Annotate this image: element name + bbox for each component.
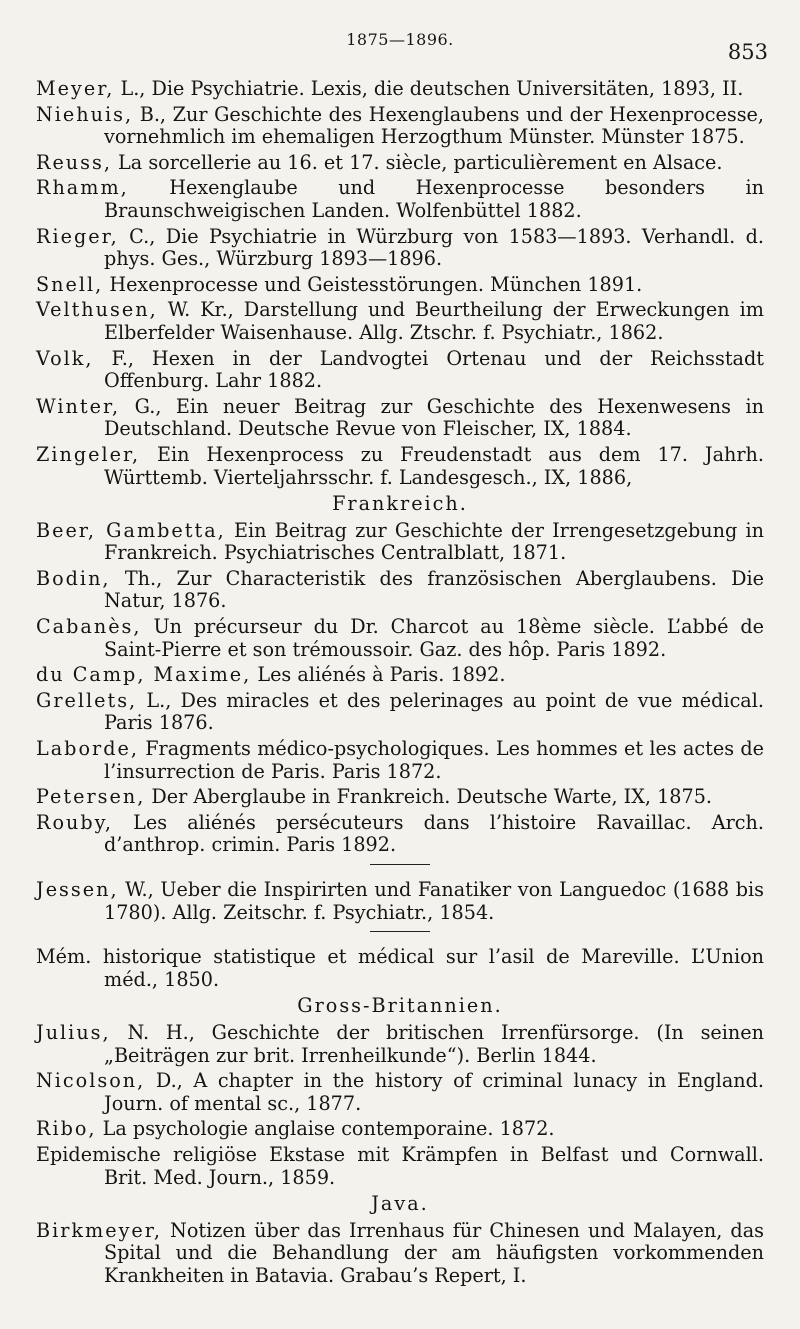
entry-text: Un précurseur du Dr. Charcot au 18ème siècle. L’abbé de Saint-Pierre et son trémoussoir. Gaz. des hôp. Paris 1892.: [104, 615, 764, 661]
section-heading-frankreich: Frankreich.: [332, 492, 468, 516]
bibliography-entry: [36, 812, 764, 857]
bibliography-entry: [36, 1070, 764, 1115]
entry-author: Birkmeyer,: [36, 1218, 162, 1242]
entry-text: Notizen über das Irrenhaus für Chinesen und Malayen, das Spital und die Behandlung der am häufigsten vorkommenden Krankheiten in Batavia. Grabau’s Repert, I.: [104, 1218, 764, 1287]
entry-text: Ein Beitrag zur Geschichte der Irrengesetzgebung in Frankreich. Psychiatrisches Centralblatt, 1871.: [104, 518, 764, 565]
entry-author: Rouby,: [36, 810, 114, 834]
entry-text: W., Ueber die Inspirirten und Fanatiker von Languedoc (1688 bis 1780). Allg. Zeitschr. f. Psychiatr., 1854.: [104, 878, 764, 924]
entry-author: Winter,: [36, 394, 121, 418]
section-heading-java: Java.: [371, 1192, 429, 1216]
entry-author: Nicolson,: [36, 1069, 146, 1093]
bibliography-entry: [36, 1022, 764, 1067]
entry-author: Ribo,: [36, 1117, 97, 1141]
entry-text: La psychologie anglaise contemporaine. 1872.: [96, 1117, 555, 1141]
entry-text: Th., Zur Characteristik des französischen Aberglaubens. Die Natur, 1876.: [104, 566, 764, 613]
bibliography-entry: [36, 348, 764, 393]
entry-text: Hexenprocesse und Geistesstörungen. München 1891.: [103, 272, 643, 296]
bibliography-entry: [36, 520, 764, 565]
entry-text: W. Kr., Darstellung und Beurtheilung der Erweckungen im Elberfelder Waisenhause. Allg. Ztschr. f. Psychiatr., 1862.: [104, 298, 764, 344]
entry-author: Laborde,: [36, 737, 139, 761]
bibliography-entry: [36, 274, 764, 297]
entry-text: Der Aberglaube in Frankreich. Deutsche Warte, IX, 1875.: [145, 785, 713, 809]
page-number: 853: [727, 40, 768, 64]
bibliography-entry: [36, 1118, 764, 1141]
entry-text: B., Zur Geschichte des Hexenglaubens und der Hexenprocesse, vornehmlich im ehemaligen Herzogthum Münster. Münster 1875.: [104, 102, 764, 149]
entry-text: F., Hexen in der Landvogtei Ortenau und der Reichsstadt Offenburg. Lahr 1882.: [93, 346, 764, 393]
bibliography-body: [36, 78, 764, 1291]
divider-rule: [370, 931, 430, 932]
entry-text: La sorcellerie au 16. et 17. siècle, particulièrement en Alsace.: [111, 150, 723, 174]
bibliography-entry: [36, 177, 764, 222]
bibliography-entry: [36, 226, 764, 271]
entry-text: Fragments médico-psychologiques. Les hommes et les actes de l’insurrection de Paris. Paris 1872.: [104, 737, 764, 783]
entry-author: Rhamm,: [36, 176, 129, 200]
entry-text: G., Ein neuer Beitrag zur Geschichte des Hexenwesens in Deutschland. Deutsche Revue von Fleischer, IX, 1884.: [104, 394, 764, 441]
bibliography-entry: [36, 664, 764, 687]
entry-author: Petersen,: [36, 785, 146, 809]
bibliography-entry: [36, 786, 764, 809]
entry-author: Volk,: [36, 346, 94, 370]
bibliography-entry: [36, 104, 764, 149]
entry-text: Epidemische religiöse Ekstase mit Krämpfen in Belfast und Cornwall. Brit. Med. Journ., 1859.: [36, 1142, 764, 1189]
bibliography-entry: [36, 568, 764, 613]
section-heading-gross-britannien: Gross-Britannien.: [297, 994, 503, 1018]
entry-text: D., A chapter in the history of criminal lunacy in England. Journ. of mental sc., 1877.: [104, 1069, 764, 1115]
entry-text: L., Die Psychiatrie. Lexis, die deutschen Universitäten, 1893, II.: [114, 77, 744, 100]
running-head: 1875—1896.: [346, 30, 454, 49]
entry-text: Mém. historique statistique et médical sur l’asil de Mareville. L’Union méd., 1850.: [36, 945, 764, 991]
bibliography-entry: [36, 299, 764, 344]
divider-rule: [370, 864, 430, 865]
entry-author: Niehuis,: [36, 102, 134, 126]
entry-text: Les aliénés à Paris. 1892.: [251, 663, 506, 687]
bibliography-entry: [36, 1220, 764, 1288]
bibliography-entry: [36, 690, 764, 735]
entry-author: Bodin,: [36, 566, 111, 590]
entry-text: Ein Hexenprocess zu Freudenstadt aus dem 17. Jahrh. Württemb. Vierteljahrsschr. f. Landesgesch., IX, 1886,: [104, 442, 764, 489]
entry-author: Grellets,: [36, 688, 138, 712]
entry-author: Rieger,: [36, 224, 119, 248]
entry-author: du Camp, Maxime,: [36, 663, 252, 687]
entry-author: Snell,: [36, 272, 104, 296]
entry-author: Beer, Gambetta,: [36, 518, 226, 542]
bibliography-entry: [36, 946, 764, 991]
entry-text: C., Die Psychiatrie in Würzburg von 1583—1893. Verhandl. d. phys. Ges., Würzburg 1893—1896.: [104, 224, 764, 271]
bibliography-entry: [36, 879, 764, 924]
entry-text: L., Des miracles et des pelerinages au point de vue médical. Paris 1876.: [104, 688, 764, 735]
entry-author: Julius,: [36, 1020, 111, 1044]
entry-author: Velthusen,: [36, 298, 158, 322]
entry-text: N. H., Geschichte der britischen Irrenfürsorge. (In seinen „Beiträgen zur brit. Irrenheilkunde“). Berlin 1844.: [104, 1020, 764, 1067]
bibliography-entry: [36, 1144, 764, 1189]
bibliography-entry: [36, 616, 764, 661]
bibliography-entry: [36, 78, 764, 101]
bibliography-entry: [36, 396, 764, 441]
entry-author: Cabanès,: [36, 615, 142, 639]
bibliography-entry: [36, 738, 764, 783]
entry-author: Zingeler,: [36, 442, 141, 466]
bibliography-entry: [36, 444, 764, 489]
bibliography-entry: [36, 152, 764, 175]
entry-author: Jessen,: [36, 878, 119, 901]
entry-author: Reuss,: [36, 150, 112, 174]
entry-text: Hexenglaube und Hexenprocesse besonders in Braunschweigischen Landen. Wolfenbüttel 1882.: [104, 176, 764, 222]
entry-text: Les aliénés persécuteurs dans l’histoire Ravaillac. Arch. d’anthrop. crimin. Paris 1892.: [104, 810, 764, 857]
entry-author: Meyer,: [36, 77, 115, 100]
